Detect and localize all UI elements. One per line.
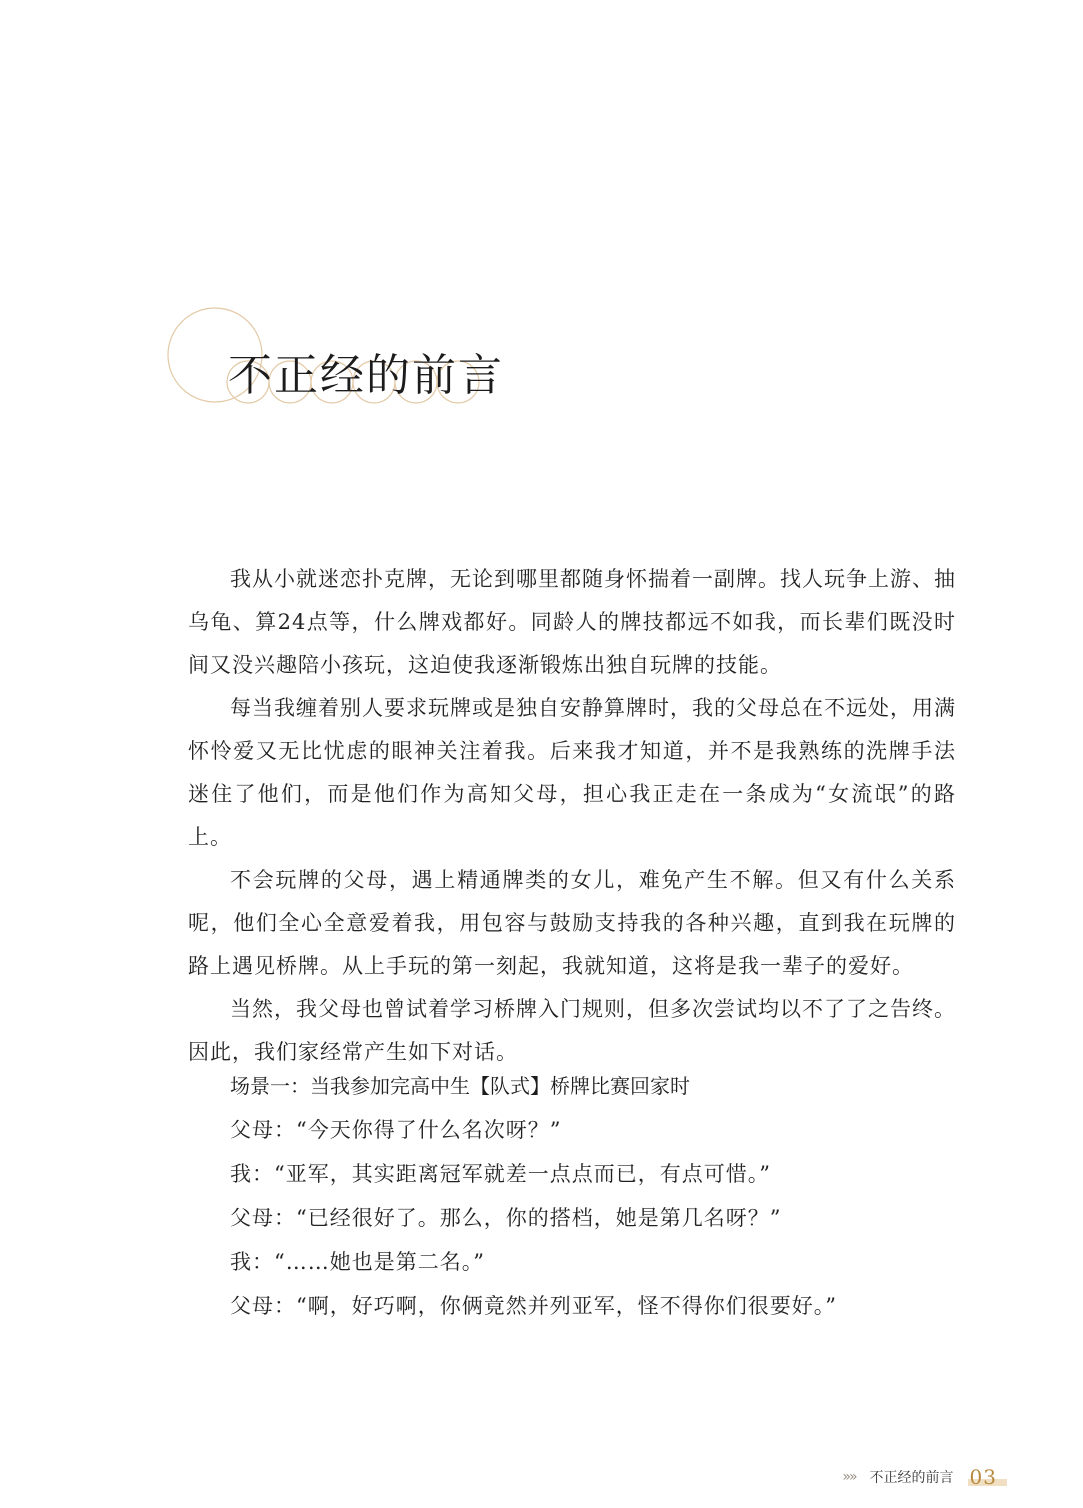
page-number: 03 [969,1465,997,1489]
dialogue-section [230,1066,970,1328]
page-footer [842,1462,999,1492]
paragraph: 我从小就迷恋扑克牌，无论到哪里都随身怀揣着一副牌。找人玩争上游、抽乌龟、算24点等，什么牌戏都好。同龄人的牌技都远不如我，而长辈们既没时间又没兴趣陪小孩玩，这迫使我逐渐锻炼出独自玩牌的技能。 [188,567,956,677]
dialogue-line: 父母：“啊，好巧啊，你俩竟然并列亚军，怪不得你们很要好。” [230,1294,837,1318]
dialogue-line: 我：“亚军，其实距离冠军就差一点点而已，有点可惜。” [230,1162,771,1186]
footer-section-title: 不正经的前言 [869,1470,954,1486]
page-number-block [968,1465,999,1489]
paragraph: 当然，我父母也曾试着学习桥牌入门规则，但多次尝试均以不了了之告终。因此，我们家经常产生如下对话。 [188,997,956,1064]
chevrons-icon: »» [842,1469,856,1485]
paragraph: 不会玩牌的父母，遇上精通牌类的女儿，难免产生不解。但又有什么关系呢，他们全心全意爱着我，用包容与鼓励支持我的各种兴趣，直到我在玩牌的路上遇见桥牌。从上手玩的第一刻起，我就知道，这将是我一辈子的爱好。 [188,868,956,978]
body-text [188,558,956,1074]
page-title: 不正经的前言 [228,350,504,401]
dialogue-line: 父母：“已经很好了。那么，你的搭档，她是第几名呀？” [230,1206,782,1230]
paragraph: 每当我缠着别人要求玩牌或是独自安静算牌时，我的父母总在不远处，用满怀怜爱又无比忧虑的眼神关注着我。后来我才知道，并不是我熟练的洗牌手法迷住了他们，而是他们作为高知父母，担心我正走在一条成为“女流氓”的路上。 [188,696,956,849]
dialogue-line: 父母：“今天你得了什么名次呀？” [230,1118,562,1142]
dialogue-line: 我：“……她也是第二名。” [230,1250,485,1274]
scene-heading: 场景一：当我参加完高中生【队式】桥牌比赛回家时 [230,1074,690,1098]
